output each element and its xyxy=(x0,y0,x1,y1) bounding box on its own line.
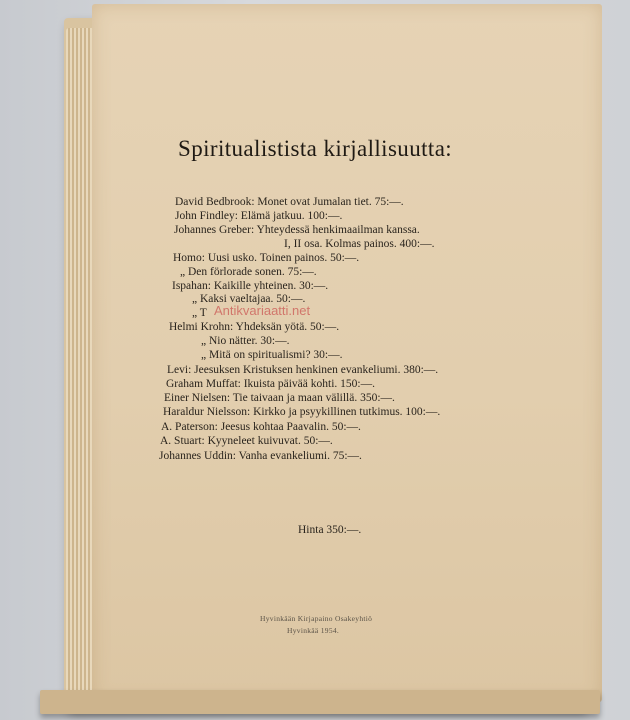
list-entry: „ Mitä on spiritualismi? 30:—. xyxy=(201,349,343,361)
list-entry: A. Stuart: Kyyneleet kuivuvat. 50:—. xyxy=(160,435,333,447)
list-entry: David Bedbrook: Monet ovat Jumalan tiet. 75:—. xyxy=(175,196,404,208)
list-entry: Ispahan: Kaikille yhteinen. 30:—. xyxy=(172,280,329,292)
book-bottom-edge xyxy=(40,690,600,714)
list-entry: John Findley: Elämä jatkuu. 100:—. xyxy=(175,210,343,222)
list-entry: „ T xyxy=(192,307,207,319)
list-entry: Helmi Krohn: Yhdeksän yötä. 50:—. xyxy=(169,321,340,333)
price-label: Hinta 350:—. xyxy=(298,524,362,536)
list-entry: A. Paterson: Jeesus kohtaa Paavalin. 50:—. xyxy=(161,421,361,433)
list-entry: I, II osa. Kolmas painos. 400:—. xyxy=(284,238,435,250)
book-back-cover xyxy=(92,4,602,702)
printer-name: Hyvinkään Kirjapaino Osakeyhtiö xyxy=(260,614,373,623)
list-entry: Levi: Jeesuksen Kristuksen henkinen evankeliumi. 380:—. xyxy=(167,364,439,376)
print-place-year: Hyvinkää 1954. xyxy=(287,626,340,635)
list-entry: Johannes Uddin: Vanha evankeliumi. 75:—. xyxy=(159,450,362,462)
list-entry: „ Den förlorade sonen. 75:—. xyxy=(180,266,317,278)
cover-title: Spiritualistista kirjallisuutta: xyxy=(178,136,453,161)
list-entry: „ Nio nätter. 30:—. xyxy=(201,335,290,347)
watermark-text: Antikvariaatti.net xyxy=(214,303,311,318)
list-entry: Graham Muffat: Ikuista päivää kohti. 150:—. xyxy=(166,378,375,390)
list-entry: Johannes Greber: Yhteydessä henkimaailman kanssa. xyxy=(174,224,420,236)
list-entry: Einer Nielsen: Tie taivaan ja maan välillä. 350:—. xyxy=(164,392,395,404)
list-entry: „ Kaksi vaeltajaa. 50:—. xyxy=(192,293,306,305)
list-entry: Haraldur Nielsson: Kirkko ja psyykillinen tutkimus. 100:—. xyxy=(163,406,441,418)
list-entry: Homo: Uusi usko. Toinen painos. 50:—. xyxy=(173,252,360,264)
